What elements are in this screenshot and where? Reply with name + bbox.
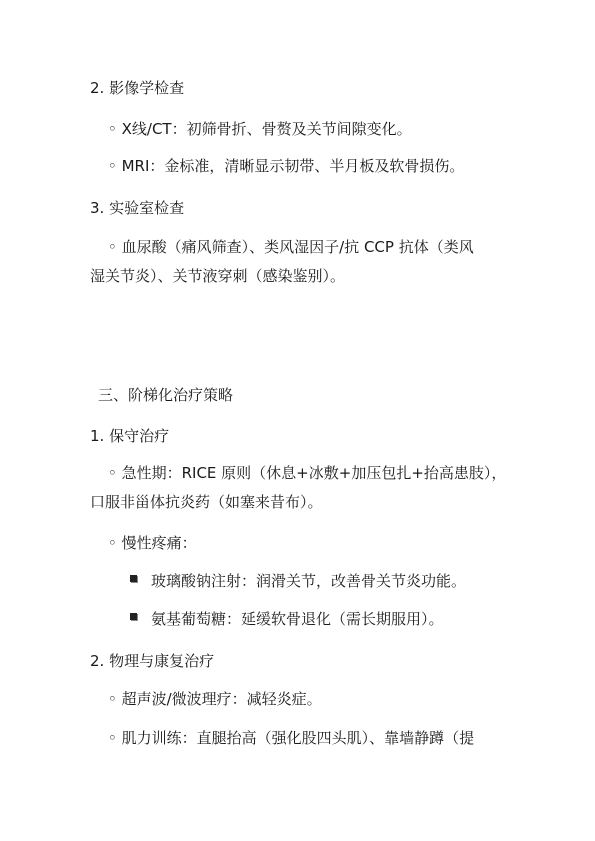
list-item-chronic: ◦ 慢性疼痛： bbox=[108, 534, 197, 552]
list-item-strength: ◦ 肌力训练：直腿抬高（强化股四头肌）、靠墙静蹲（提 bbox=[108, 729, 475, 747]
list-item-acute-line-1: ◦ 急性期：RICE 原则（休息+冰敷+加压包扎+抬高患肢）， bbox=[108, 464, 507, 482]
square-bullet-icon bbox=[130, 575, 137, 582]
sub-item-glucosamine-text: 氨基葡萄糖：延缓软骨退化（需长期服用）。 bbox=[151, 610, 444, 628]
list-item-mri: ◦ MRI：金标准，清晰显示韧带、半月板及软骨损伤。 bbox=[108, 157, 465, 175]
section-heading-treatment: 三、阶梯化治疗策略 bbox=[98, 386, 234, 404]
list-item-acute-line-2: 口服非甾体抗炎药（如塞来昔布）。 bbox=[90, 493, 323, 511]
list-item-xray-ct: ◦ X线/CT：初筛骨折、骨赘及关节间隙变化。 bbox=[108, 120, 412, 138]
lab-heading: 3. 实验室检查 bbox=[90, 199, 185, 217]
conservative-heading: 1. 保守治疗 bbox=[90, 427, 170, 445]
sub-item-hyaluronic bbox=[130, 571, 466, 591]
list-item-ultrasound: ◦ 超声波/微波理疗：减轻炎症。 bbox=[108, 690, 322, 708]
sub-item-glucosamine bbox=[130, 609, 444, 629]
imaging-heading: 2. 影像学检查 bbox=[90, 79, 185, 97]
list-item-lab-line-1: ◦ 血尿酸（痛风筛查）、类风湿因子/抗 CCP 抗体（类风 bbox=[108, 238, 474, 256]
list-item-lab-line-2: 湿关节炎）、关节液穿刺（感染鉴别）。 bbox=[90, 267, 346, 285]
sub-item-hyaluronic-text: 玻璃酸钠注射：润滑关节，改善骨关节炎功能。 bbox=[151, 572, 467, 590]
square-bullet-icon bbox=[130, 613, 137, 620]
physical-heading: 2. 物理与康复治疗 bbox=[90, 652, 215, 670]
